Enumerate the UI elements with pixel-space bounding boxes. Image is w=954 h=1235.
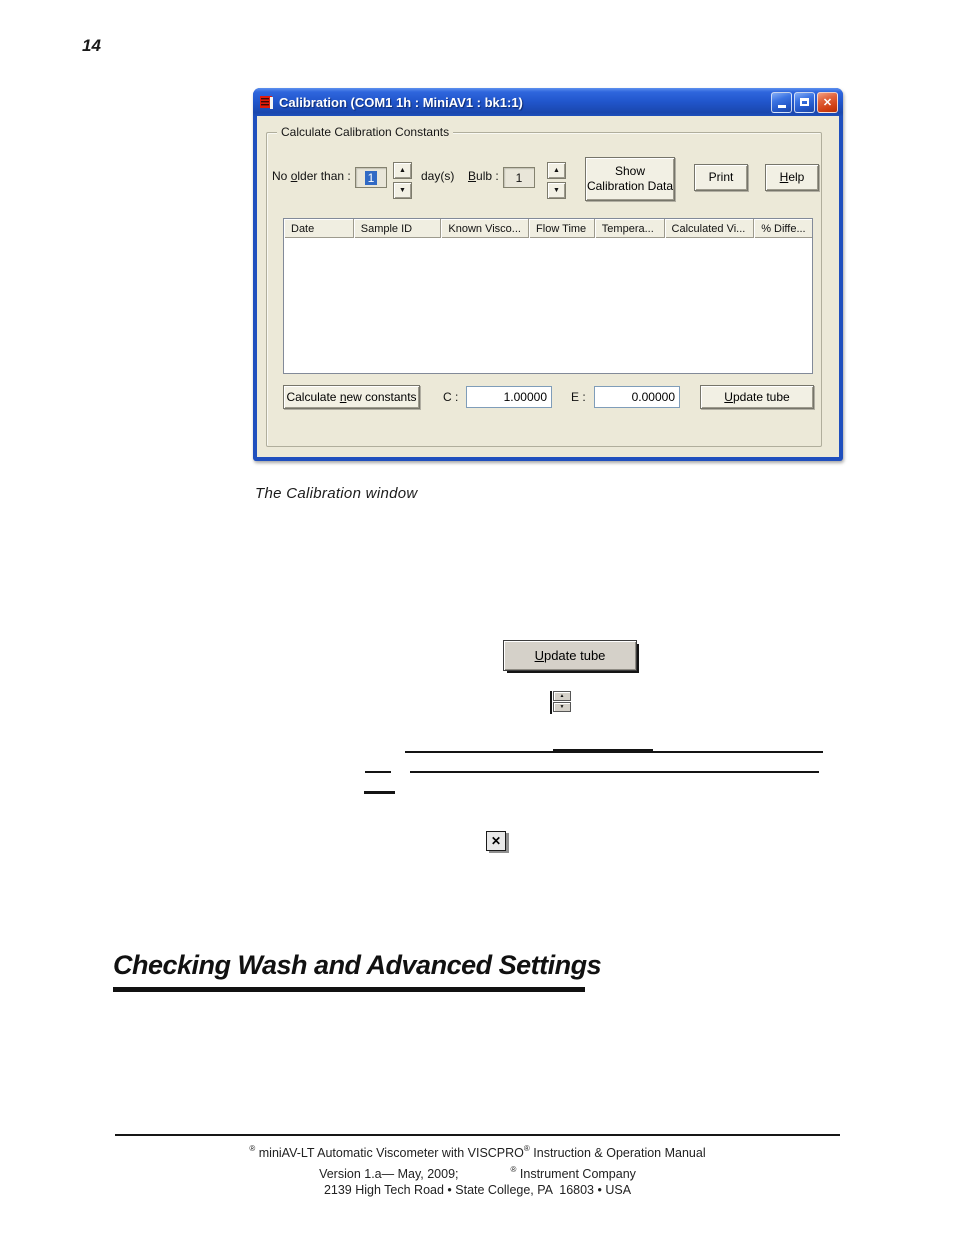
maximize-button[interactable]	[794, 92, 815, 113]
e-label: E :	[571, 390, 586, 404]
e-constant-input[interactable]	[594, 386, 680, 408]
spinner-down-icon: ▼	[553, 187, 560, 194]
help-button[interactable]	[765, 164, 819, 191]
minimize-button[interactable]	[771, 92, 792, 113]
dialog-client-area	[257, 116, 839, 457]
spinner-down-icon: ▼	[399, 187, 406, 194]
table-header-row	[284, 219, 812, 238]
spinner-control-figure[interactable]	[550, 691, 572, 714]
update-tube-button-figure[interactable]	[503, 640, 637, 671]
calibration-window	[253, 88, 843, 461]
update-tube-figure-label: Update tube	[534, 648, 606, 663]
figure-caption: The Calibration window	[255, 485, 418, 502]
days-label: day(s)	[421, 169, 455, 183]
column-header-percent-difference[interactable]: % Diffe...	[754, 219, 812, 238]
registered-mark: ®	[510, 1164, 517, 1174]
close-button[interactable]	[817, 92, 838, 113]
table-body-empty[interactable]	[284, 238, 812, 373]
page-footer	[115, 1141, 840, 1199]
x-icon: ✕	[490, 834, 502, 848]
update-tube-label: Update tube	[724, 389, 790, 404]
column-header-temperature[interactable]: Tempera...	[595, 219, 665, 238]
calibration-window-icon	[259, 95, 274, 110]
close-button-figure[interactable]	[486, 831, 506, 851]
update-tube-button[interactable]	[700, 385, 814, 409]
help-button-label: Help	[779, 170, 805, 184]
spinner-up-icon: ▲	[553, 691, 571, 701]
section-heading: Checking Wash and Advanced Settings	[113, 950, 602, 980]
page-number: 14	[82, 36, 101, 55]
c-constant-input[interactable]	[466, 386, 552, 408]
close-icon: ✕	[822, 96, 833, 109]
blank-line-3-short	[364, 791, 395, 794]
minimize-icon	[778, 105, 786, 108]
show-calibration-data-button[interactable]: Show Calibration Data	[585, 157, 675, 201]
calculate-new-constants-label: Calculate new constants	[286, 389, 417, 404]
window-controls	[771, 92, 838, 113]
groupbox-label: Calculate Calibration Constants	[277, 125, 453, 139]
blank-line-1-thick-segment	[553, 749, 653, 753]
calibration-data-table	[283, 218, 813, 374]
print-button[interactable]: Print	[694, 164, 748, 191]
blank-line-2-short	[365, 771, 391, 773]
blank-line-2	[410, 771, 819, 773]
titlebar	[253, 88, 843, 116]
footer-line-2: Version 1.a— May, 2009; ® Instrument Company	[319, 1164, 636, 1181]
no-older-spin-down-button[interactable]	[393, 182, 412, 199]
spinner-up-icon: ▲	[553, 167, 560, 174]
c-label: C :	[443, 390, 459, 404]
spinner-up-icon: ▲	[399, 167, 406, 174]
bulb-label: Bulb :	[468, 169, 499, 183]
section-heading-underline	[113, 987, 585, 992]
maximize-icon	[800, 98, 809, 106]
registered-mark: ®	[249, 1144, 256, 1153]
column-header-known-viscosity[interactable]: Known Visco...	[441, 219, 529, 238]
column-header-calculated-viscosity[interactable]: Calculated Vi...	[665, 219, 755, 238]
registered-mark: ®	[523, 1144, 530, 1153]
footer-rule	[115, 1134, 840, 1136]
no-older-than-label: No older than :	[272, 169, 351, 183]
bulb-spin-up-button[interactable]	[547, 162, 566, 179]
bulb-input[interactable]: 1	[503, 167, 535, 188]
bulb-spin-down-button[interactable]	[547, 182, 566, 199]
no-older-spin-up-button[interactable]	[393, 162, 412, 179]
column-header-flow-time[interactable]: Flow Time	[529, 219, 595, 238]
footer-line-1: ® miniAV-LT Automatic Viscometer with VISCPRO® Instruction & Operation Manual	[249, 1144, 706, 1160]
spinner-down-icon: ▼	[553, 702, 571, 712]
no-older-than-input[interactable]: 1	[355, 167, 387, 188]
footer-line-3: 2139 High Tech Road • State College, PA 16803 • USA	[323, 1183, 632, 1197]
column-header-date[interactable]: Date	[284, 219, 354, 238]
calculate-new-constants-button[interactable]	[283, 385, 420, 409]
window-title: Calibration (COM1 1h : MiniAV1 : bk1:1)	[279, 94, 523, 110]
column-header-sample-id[interactable]: Sample ID	[354, 219, 442, 238]
